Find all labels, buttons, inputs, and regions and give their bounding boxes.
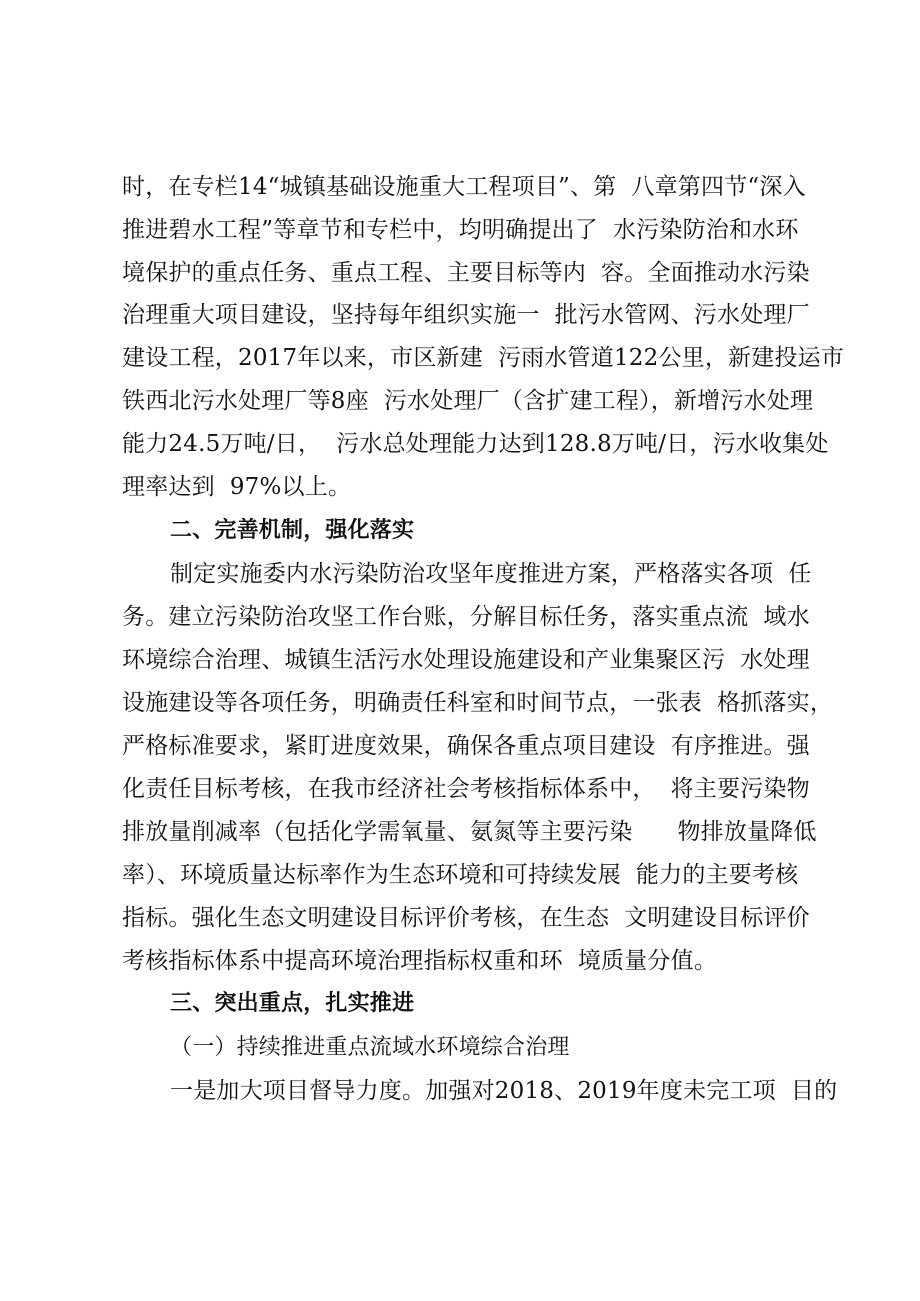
paragraph-line: 一是加大项目督导力度。加强对2018、2019年度未完工项 目的 <box>170 1078 838 1104</box>
paragraph-line: 时，在专栏14“城镇基础设施重大工程项目”、第 八章第四节“深入 <box>122 174 806 200</box>
paragraph-line: 制定实施委内水污染防治攻坚年度推进方案，严格落实各项 任 <box>170 561 812 587</box>
paragraph-line: 推进碧水工程”等章节和专栏中，均明确提出了 水污染防治和水环 <box>122 217 799 243</box>
subsection-heading: （一）持续推进重点流域水环境综合治理 <box>170 1035 570 1060</box>
paragraph-line: 境保护的重点任务、重点工程、主要目标等内 容。全面推动水污染 <box>122 260 810 286</box>
paragraph-line: 铁西北污水处理厂等8座 污水处理厂（含扩建工程），新增污水处理 <box>122 388 814 414</box>
paragraph-line: 建设工程，2017年以来，市区新建 污雨水管道122公里，新建投运市 <box>122 345 845 371</box>
paragraph-line: 能力24.5万吨/日， 污水总处理能力达到128.8万吨/日，污水收集处 <box>122 431 829 457</box>
paragraph-line: 考核指标体系中提高环境治理指标权重和环 境质量分值。 <box>122 948 718 974</box>
paragraph-line: 环境综合治理、城镇生活污水处理设施建设和产业集聚区污 水处理 <box>122 647 810 673</box>
section-heading: 三、突出重点，扎实推进 <box>170 991 415 1016</box>
paragraph-line: 指标。强化生态文明建设目标评价考核，在生态 文明建设目标评价 <box>122 905 810 931</box>
paragraph-line: 率）、环境质量达标率作为生态环境和可持续发展 能力的主要考核 <box>122 862 799 888</box>
paragraph-line: 治理重大项目建设，坚持每年组织实施一 批污水管网、污水处理厂 <box>122 302 810 328</box>
paragraph-line: 严格标准要求，紧盯进度效果，确保各重点项目建设 有序推进。强 <box>122 733 810 759</box>
paragraph-line: 理率达到 97%以上。 <box>122 474 352 500</box>
paragraph-line: 化责任目标考核，在我市经济社会考核指标体系中， 将主要污染物 <box>122 776 810 802</box>
section-heading: 二、完善机制，强化落实 <box>170 518 415 543</box>
paragraph-line: 务。建立污染防治攻坚工作台账，分解目标任务，落实重点流 域水 <box>122 604 810 630</box>
paragraph-line: 设施建设等各项任务，明确责任科室和时间节点，一张表 格抓落实， <box>122 690 834 716</box>
paragraph-line: 排放量削减率（包括化学需氧量、氨氮等主要污染 物排放量降低 <box>122 819 817 845</box>
